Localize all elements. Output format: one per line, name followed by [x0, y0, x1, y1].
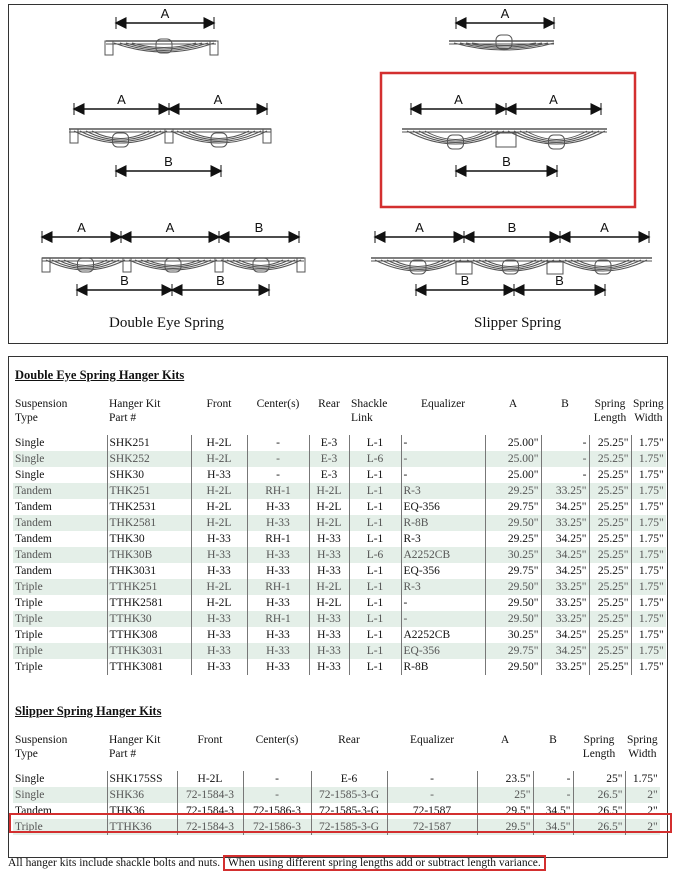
table-cell: E-3: [309, 451, 349, 467]
footnote: [8, 857, 546, 869]
double-eye-caption: Double Eye Spring: [109, 315, 224, 331]
dim-a-label: A: [549, 92, 558, 107]
table-cell: -: [541, 435, 589, 451]
table-cell: H-33: [247, 547, 309, 563]
header-a: A: [500, 734, 510, 746]
table-row: [13, 563, 666, 579]
table-cell: TTHK36: [107, 819, 177, 835]
double-eye-header-row: Suspension Type Hanger Kit Part # Front Center(s) Rear Shackle Link Equalizer A B Spring Length Spring Width: [13, 395, 666, 425]
table-cell: 1.75": [631, 531, 666, 547]
table-cell: 34.5": [533, 819, 573, 835]
table-cell: 72-1585-3-G: [311, 803, 387, 819]
dim-a-label: A: [415, 220, 424, 235]
table-cell: 25.25": [589, 579, 631, 595]
table-cell: 29.75": [485, 499, 541, 515]
table-cell: Single: [15, 468, 45, 481]
table-cell: H-33: [247, 515, 309, 531]
table-cell: H-33: [247, 595, 309, 611]
table-cell: 29.50": [485, 515, 541, 531]
header-part: Hanger Kit: [109, 398, 161, 410]
table-cell: 1.75": [631, 499, 666, 515]
table-cell: H-2L: [191, 579, 247, 595]
dim-a-label: A: [160, 6, 170, 21]
table-cell: R-8B: [401, 515, 485, 531]
table-cell: H-33: [191, 547, 247, 563]
spring-diagrams: [9, 5, 669, 345]
table-cell: Tandem: [15, 564, 52, 577]
table-cell: L-1: [349, 435, 401, 451]
header-equalizer: Equalizer: [409, 734, 455, 746]
table-cell: 29.75": [485, 643, 541, 659]
header-front: Front: [197, 734, 223, 746]
dim-a-label: A: [500, 6, 510, 21]
table-cell: 1.75": [631, 595, 666, 611]
table-cell: 33.25": [541, 579, 589, 595]
table-cell: 34.25": [541, 499, 589, 515]
table-cell: 2": [625, 787, 660, 803]
table-cell: L-1: [349, 563, 401, 579]
table-cell: L-1: [349, 659, 401, 675]
table-cell: L-1: [349, 515, 401, 531]
table-cell: R-3: [401, 483, 485, 499]
table-row: [13, 515, 666, 531]
header-length: Spring: [583, 734, 615, 746]
table-cell: H-2L: [177, 771, 243, 787]
table-cell: 25.25": [589, 435, 631, 451]
table-cell: Triple: [15, 660, 43, 673]
table-cell: 25.00": [485, 435, 541, 451]
table-cell: Triple: [13, 819, 107, 835]
table-cell: A2252CB: [401, 627, 485, 643]
table-cell: 26.5": [573, 819, 625, 835]
table-cell: 29.50": [485, 611, 541, 627]
table-cell: -: [243, 787, 311, 803]
table-cell: 25.25": [589, 451, 631, 467]
table-cell: E-6: [311, 771, 387, 787]
table-row: [13, 803, 660, 819]
table-cell: Triple: [13, 643, 107, 659]
table-cell: 1.75": [625, 771, 660, 787]
table-cell: 25.25": [589, 611, 631, 627]
table-cell: L-1: [349, 627, 401, 643]
table-cell: 30.25": [485, 547, 541, 563]
dim-b-label: B: [507, 220, 517, 235]
table-cell: THK30B: [107, 547, 191, 563]
table-cell: Single: [15, 772, 45, 785]
table-cell: 72-1586-3: [243, 819, 311, 835]
table-cell: H-33: [247, 627, 309, 643]
table-cell: 33.25": [541, 611, 589, 627]
table-row: [13, 643, 666, 659]
table-cell: 29.50": [485, 595, 541, 611]
table-cell: H-33: [247, 643, 309, 659]
footnote-highlighted: When using different spring lengths add or subtract length variance.: [223, 855, 546, 871]
table-cell: L-1: [349, 483, 401, 499]
dim-b-label: B: [254, 220, 264, 235]
slipper-table-title: Slipper Spring Hanger Kits: [15, 704, 162, 718]
table-cell: R-3: [401, 579, 485, 595]
table-cell: THK251: [107, 483, 191, 499]
header-center: Center(s): [255, 734, 299, 746]
table-row: [13, 659, 666, 675]
header-part: Hanger Kit: [109, 734, 161, 746]
table-cell: H-33: [247, 499, 309, 515]
table-row: [13, 547, 666, 563]
table-cell: TTHK3081: [107, 659, 191, 675]
table-cell: H-2L: [191, 483, 247, 499]
table-cell: 72-1586-3: [243, 803, 311, 819]
table-cell: -: [401, 435, 485, 451]
header-rear: Rear: [338, 734, 360, 746]
slipper-table: [13, 731, 660, 835]
table-cell: 25.00": [485, 451, 541, 467]
table-cell: SHK36: [107, 787, 177, 803]
table-cell: H-33: [309, 643, 349, 659]
table-cell: L-1: [349, 611, 401, 627]
header-front: Front: [206, 398, 232, 410]
table-cell: -: [533, 787, 573, 803]
table-cell: H-33: [309, 659, 349, 675]
table-cell: 29.75": [485, 563, 541, 579]
table-cell: 34.25": [541, 547, 589, 563]
header-length: Spring: [594, 398, 626, 410]
table-cell: 72-1584-3: [177, 819, 243, 835]
table-cell: 33.25": [541, 515, 589, 531]
table-cell: -: [247, 435, 309, 451]
table-cell: H-33: [191, 531, 247, 547]
table-cell: 23.5": [477, 771, 533, 787]
table-row: [13, 435, 666, 451]
table-cell: -: [541, 467, 589, 483]
table-cell: E-3: [309, 467, 349, 483]
table-row: [13, 451, 666, 467]
table-cell: 1.75": [631, 643, 666, 659]
dim-b-label: B: [502, 154, 511, 169]
table-cell: EQ-356: [401, 563, 485, 579]
table-cell: 25.25": [589, 467, 631, 483]
table-cell: 25.25": [589, 643, 631, 659]
table-cell: Triple: [15, 596, 43, 609]
table-cell: 25": [477, 787, 533, 803]
header-b: B: [549, 734, 557, 746]
table-cell: -: [247, 467, 309, 483]
table-cell: L-1: [349, 467, 401, 483]
table-cell: 72-1587: [387, 803, 477, 819]
table-cell: 26.5": [573, 803, 625, 819]
header-center: Center(s): [256, 398, 300, 410]
equalizer: [496, 133, 516, 147]
hanger-kit-tables: [8, 356, 668, 858]
table-cell: -: [387, 787, 477, 803]
table-cell: -: [401, 611, 485, 627]
table-cell: 29.5": [477, 803, 533, 819]
table-cell: 1.75": [631, 451, 666, 467]
table-cell: H-2L: [191, 595, 247, 611]
table-cell: Single: [13, 451, 107, 467]
table-cell: TTHK2581: [107, 595, 191, 611]
table-row: [13, 499, 666, 515]
table-cell: 25.25": [589, 627, 631, 643]
table-row: [13, 579, 666, 595]
table-cell: 72-1585-3-G: [311, 787, 387, 803]
hanger: [105, 41, 113, 55]
table-cell: THK30: [107, 531, 191, 547]
table-cell: H-33: [191, 611, 247, 627]
table-cell: H-33: [191, 659, 247, 675]
dim-b-label: B: [460, 273, 470, 288]
table-cell: EQ-356: [401, 643, 485, 659]
table-cell: THK2581: [107, 515, 191, 531]
header-width: Spring: [633, 398, 664, 410]
table-cell: H-2L: [191, 515, 247, 531]
table-cell: 30.25": [485, 627, 541, 643]
table-cell: 25.25": [589, 515, 631, 531]
table-cell: SHK252: [107, 451, 191, 467]
table-cell: 1.75": [631, 515, 666, 531]
header-equalizer: Equalizer: [420, 398, 466, 410]
table-cell: Tandem: [15, 804, 52, 817]
table-cell: H-2L: [191, 499, 247, 515]
table-cell: 1.75": [631, 611, 666, 627]
highlight-tandem-slipper-diagram: [381, 73, 635, 207]
table-cell: -: [401, 451, 485, 467]
table-cell: TTHK251: [107, 579, 191, 595]
table-cell: H-33: [309, 563, 349, 579]
table-cell: Tandem: [15, 500, 52, 513]
table-row: [13, 787, 660, 803]
table-cell: 1.75": [631, 435, 666, 451]
table-cell: -: [541, 451, 589, 467]
table-cell: 2": [625, 803, 660, 819]
table-row: [13, 467, 666, 483]
header-shackle: Shackle: [351, 398, 388, 410]
table-cell: THK2531: [107, 499, 191, 515]
header-rear: Rear: [318, 398, 340, 410]
table-cell: 33.25": [541, 595, 589, 611]
table-cell: 29.25": [485, 531, 541, 547]
table-cell: Tandem: [15, 532, 52, 545]
table-cell: 29.5": [477, 819, 533, 835]
header-b: B: [561, 398, 569, 410]
dim-a-label: A: [600, 220, 609, 235]
footnote-text: All hanger kits include shackle bolts and nuts.: [8, 857, 221, 869]
table-cell: L-6: [349, 547, 401, 563]
dim-b-label: B: [164, 154, 173, 169]
header-a: A: [508, 398, 518, 410]
table-cell: E-3: [309, 435, 349, 451]
table-cell: 1.75": [631, 659, 666, 675]
table-cell: Triple: [13, 579, 107, 595]
table-cell: H-2L: [309, 579, 349, 595]
table-cell: 26.5": [573, 787, 625, 803]
table-cell: 72-1584-3: [177, 803, 243, 819]
table-row: [13, 627, 666, 643]
table-cell: -: [387, 771, 477, 787]
table-cell: 25.25": [589, 499, 631, 515]
table-cell: TTHK30: [107, 611, 191, 627]
header-suspension: Suspension: [15, 734, 68, 746]
table-cell: 34.5": [533, 803, 573, 819]
table-cell: 33.25": [541, 483, 589, 499]
table-cell: TTHK3031: [107, 643, 191, 659]
table-cell: Tandem: [13, 483, 107, 499]
dim-a-label: A: [77, 220, 86, 235]
table-row: [13, 819, 660, 835]
dim-a-label: A: [213, 92, 223, 107]
table-cell: EQ-356: [401, 499, 485, 515]
table-cell: H-2L: [309, 499, 349, 515]
table-cell: L-6: [349, 451, 401, 467]
table-cell: -: [401, 595, 485, 611]
table-cell: R-8B: [401, 659, 485, 675]
table-cell: 25.25": [589, 595, 631, 611]
table-cell: Tandem: [13, 547, 107, 563]
table-cell: 1.75": [631, 467, 666, 483]
table-cell: 25.25": [589, 563, 631, 579]
table-cell: 29.50": [485, 579, 541, 595]
dim-a-label: A: [117, 92, 126, 107]
table-cell: Single: [15, 436, 45, 449]
header-suspension: Suspension: [15, 398, 68, 410]
table-cell: H-33: [247, 563, 309, 579]
double-eye-table: [13, 395, 666, 675]
table-cell: H-2L: [309, 483, 349, 499]
table-cell: RH-1: [247, 483, 309, 499]
table-cell: L-1: [349, 531, 401, 547]
table-cell: TTHK308: [107, 627, 191, 643]
dim-a-label: A: [165, 220, 175, 235]
table-cell: H-33: [191, 627, 247, 643]
table-cell: H-33: [309, 547, 349, 563]
table-cell: 1.75": [631, 483, 666, 499]
table-cell: 72-1587: [387, 819, 477, 835]
table-cell: RH-1: [247, 611, 309, 627]
table-cell: 25.25": [589, 547, 631, 563]
table-cell: 34.25": [541, 563, 589, 579]
spring-diagram-panel: [8, 4, 668, 344]
table-cell: H-2L: [309, 595, 349, 611]
table-cell: RH-1: [247, 531, 309, 547]
table-cell: 25.25": [589, 483, 631, 499]
table-cell: H-33: [191, 563, 247, 579]
table-cell: 1.75": [631, 563, 666, 579]
slipper-caption: Slipper Spring: [474, 315, 562, 331]
table-cell: 1.75": [631, 579, 666, 595]
table-cell: 25.00": [485, 467, 541, 483]
table-cell: H-33: [247, 659, 309, 675]
table-cell: 25.25": [589, 531, 631, 547]
table-cell: H-2L: [309, 515, 349, 531]
table-cell: L-1: [349, 595, 401, 611]
table-row: [13, 595, 666, 611]
table-cell: H-33: [191, 643, 247, 659]
table-cell: 34.25": [541, 531, 589, 547]
table-cell: -: [533, 771, 573, 787]
table-cell: -: [401, 467, 485, 483]
table-cell: 29.25": [485, 483, 541, 499]
dim-b-label: B: [555, 273, 564, 288]
table-cell: -: [247, 451, 309, 467]
table-cell: RH-1: [247, 579, 309, 595]
header-width: Spring: [627, 734, 658, 746]
table-cell: 33.25": [541, 659, 589, 675]
table-cell: R-3: [401, 531, 485, 547]
table-cell: Tandem: [13, 515, 107, 531]
dim-b-label: B: [120, 273, 129, 288]
table-cell: THK36: [107, 803, 177, 819]
table-cell: 25.25": [589, 659, 631, 675]
table-row: [13, 531, 666, 547]
table-cell: 25": [573, 771, 625, 787]
table-cell: L-1: [349, 499, 401, 515]
table-cell: H-2L: [191, 435, 247, 451]
table-cell: -: [243, 771, 311, 787]
table-cell: 34.25": [541, 627, 589, 643]
dim-a-label: A: [454, 92, 463, 107]
table-cell: SHK30: [107, 467, 191, 483]
table-cell: THK3031: [107, 563, 191, 579]
table-cell: 72-1585-3-G: [311, 819, 387, 835]
table-row: [13, 771, 660, 787]
table-cell: 1.75": [631, 627, 666, 643]
table-cell: Single: [13, 787, 107, 803]
table-cell: Triple: [13, 611, 107, 627]
table-cell: 1.75": [631, 547, 666, 563]
table-cell: L-1: [349, 579, 401, 595]
table-row: [13, 483, 666, 499]
table-cell: 72-1584-3: [177, 787, 243, 803]
table-cell: Triple: [15, 628, 43, 641]
table-cell: H-33: [309, 627, 349, 643]
table-cell: 2": [625, 819, 660, 835]
table-cell: SHK175SS: [107, 771, 177, 787]
table-cell: H-33: [309, 531, 349, 547]
table-cell: 34.25": [541, 643, 589, 659]
dim-b-label: B: [216, 273, 225, 288]
table-cell: 29.50": [485, 659, 541, 675]
table-cell: L-1: [349, 643, 401, 659]
table-cell: H-2L: [191, 451, 247, 467]
table-cell: A2252CB: [401, 547, 485, 563]
table-row: [13, 611, 666, 627]
double-eye-table-title: Double Eye Spring Hanger Kits: [15, 368, 185, 382]
slipper-header-row: Suspension Type Hanger Kit Part # Front Center(s) Rear Equalizer A B Spring Length Spring Width: [13, 731, 660, 761]
table-cell: H-33: [191, 467, 247, 483]
table-cell: SHK251: [107, 435, 191, 451]
table-cell: H-33: [309, 611, 349, 627]
